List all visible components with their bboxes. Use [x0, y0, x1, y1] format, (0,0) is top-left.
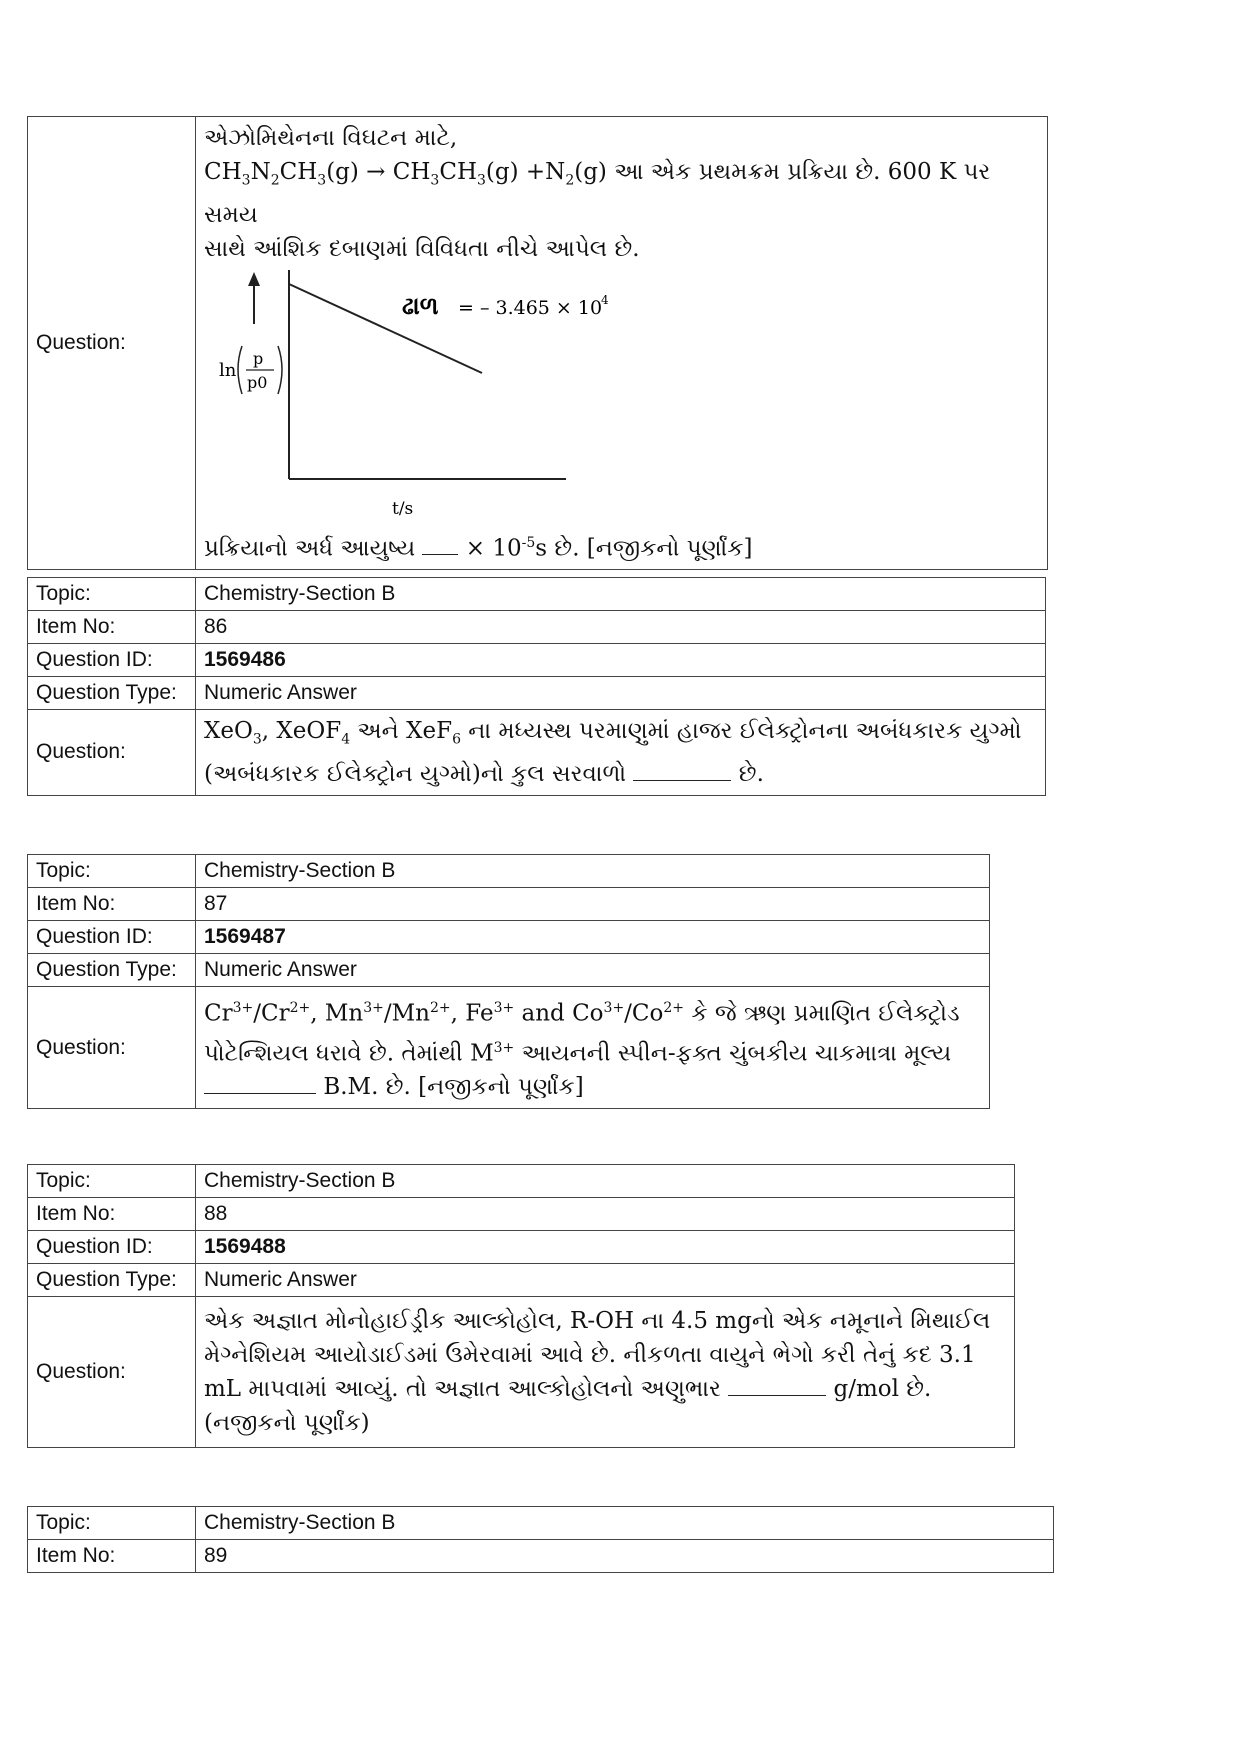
right-paren [278, 346, 282, 394]
question-88-table [27, 1164, 1015, 1448]
question-86-table [27, 577, 1046, 796]
question-87-table [27, 854, 990, 1109]
topic-row: Topic: Chemistry-Section B [28, 1507, 1054, 1540]
item-value: 89 [196, 1540, 1054, 1573]
qtype-value: Numeric Answer [196, 954, 990, 987]
answer-blank [422, 536, 458, 555]
answer-blank [204, 1075, 316, 1094]
slope-value: = – 3.465 × 10 [458, 296, 603, 319]
topic-value: Chemistry-Section B [196, 855, 990, 888]
ln-p-vs-time-graph [204, 266, 1039, 526]
slope-exponent: 4 [601, 292, 609, 307]
qid-value: 1569487 [196, 921, 990, 954]
question-content: $Cr^{3+}/Cr^{2+}$, $Mn^{3+}/Mn^{2+}$, $Fe^{3+}$ and $Co^{3+}/Co^{2+}$ કે જે ઋણ પ્રમાણિત ઈલેક્ટ્રોડ પોટેન્શિયલ ધરાવે છે. તેમાંથી $M^{3+}$ આયનની સ્પીન-ફક્ત ચુંબકીય ચાકમાત્રા મૂલ્ય B.M. છે. [નજીકનો પૂર્ણાંક] [196, 987, 990, 1109]
item-value: 87 [196, 888, 990, 921]
ylabel-numerator: p [253, 348, 264, 368]
question-row: Question: XeO$_3$, XeOF$_4$ અને XeF$_6$ ના મધ્યસ્થ પરમાણુમાં હાજર ઈલેક્ટ્રોનના અબંધકારક યુગ્મો (અબંધકારક ઈલેક્ટ્રોન યુગ્મો)નો કુલ સરવાળો છે. [28, 710, 1046, 796]
question-content: એક અજ્ઞાત મોનોહાઈડ્રીક આલ્કોહોલ, R-OH ના 4.5 mgનો એક નમૂનાને મિથાઈલ મેગ્નેશિયમ આયોડાઈડમાં ઉમેરવામાં આવે છે. નીકળતા વાયુને ભેગો કરી તેનું કદ 3.1 mL માપવામાં આવ્યું. તો અજ્ઞાત આલ્કોહોલનો અણુભાર g/mol છે. (નજીકનો પૂર્ણાંક) [196, 1297, 1015, 1448]
topic-row: Topic: Chemistry-Section B [28, 578, 1046, 611]
graph-svg [204, 266, 624, 526]
item-value: 88 [196, 1198, 1015, 1231]
answer-line: પ્રક્રિયાનો અર્ધ આયુષ્ય × $10^{-5}s$ છે. [નજીકનો પૂર્ણાંક] [204, 534, 753, 562]
topic-row: Topic: Chemistry-Section B [28, 1165, 1015, 1198]
answer-blank [633, 762, 731, 781]
qtype-row: Question Type: Numeric Answer [28, 677, 1046, 710]
qid-value: 1569488 [196, 1231, 1015, 1264]
item-row: Item No: 88 [28, 1198, 1015, 1231]
qtype-row: Question Type: Numeric Answer [28, 1264, 1015, 1297]
question-line-3: સાથે આંશિક દબાણમાં વિવિધતા નીચે આપેલ છે. [204, 235, 640, 262]
left-paren [238, 346, 242, 394]
question-label: Question: [28, 117, 196, 570]
ylabel-denominator: p0 [247, 372, 268, 392]
xlabel: t/s [392, 498, 414, 519]
data-line [289, 284, 482, 373]
qtype-value: Numeric Answer [196, 1264, 1015, 1297]
ylabel-ln: ln [219, 359, 237, 381]
item-row: Item No: 86 [28, 611, 1046, 644]
question-content: XeO$_3$, XeOF$_4$ અને XeF$_6$ ના મધ્યસ્થ પરમાણુમાં હાજર ઈલેક્ટ્રોનના અબંધકારક યુગ્મો (અબંધકારક ઈલેક્ટ્રોન યુગ્મો)નો કુલ સરવાળો છે. [196, 710, 1046, 796]
up-arrow-icon [248, 272, 260, 286]
qtype-row: Question Type: Numeric Answer [28, 954, 990, 987]
qtype-value: Numeric Answer [196, 677, 1046, 710]
slope-word: ઢાળ [402, 291, 439, 320]
qid-value: 1569486 [196, 644, 1046, 677]
question-89-table [27, 1506, 1054, 1573]
question-row: Question: એક અજ્ઞાત મોનોહાઈડ્રીક આલ્કોહોલ, R-OH ના 4.5 mgનો એક નમૂનાને મિથાઈલ મેગ્નેશિયમ આયોડાઈડમાં ઉમેરવામાં આવે છે. નીકળતા વાયુને ભેગો કરી તેનું કદ 3.1 mL માપવામાં આવ્યું. તો અજ્ઞાત આલ્કોહોલનો અણુભાર g/mol છે. (નજીકનો પૂર્ણાંક) [28, 1297, 1015, 1448]
topic-value: Chemistry-Section B [196, 578, 1046, 611]
answer-blank [728, 1377, 826, 1396]
topic-value: Chemistry-Section B [196, 1165, 1015, 1198]
question-85-table [27, 116, 1048, 570]
topic-value: Chemistry-Section B [196, 1507, 1054, 1540]
item-row: Item No: 89 [28, 1540, 1054, 1573]
reaction-equation: $CH_3N_2CH_3(g) \to CH_3CH_3(g) +N_2(g)$ આ એક પ્રથમક્રમ પ્રક્રિયા છે. 600 K પર સમય [204, 159, 991, 228]
topic-row: Topic: Chemistry-Section B [28, 855, 990, 888]
qid-row: Question ID: 1569486 [28, 644, 1046, 677]
question-row: Question: $Cr^{3+}/Cr^{2+}$, $Mn^{3+}/Mn^{2+}$, $Fe^{3+}$ and $Co^{3+}/Co^{2+}$ કે જે ઋણ પ્રમાણિત ઈલેક્ટ્રોડ પોટેન્શિયલ ધરાવે છે. તેમાંથી $M^{3+}$ આયનની સ્પીન-ફક્ત ચુંબકીય ચાકમાત્રા મૂલ્ય B.M. છે. [નજીકનો પૂર્ણાંક] [28, 987, 990, 1109]
item-value: 86 [196, 611, 1046, 644]
item-row: Item No: 87 [28, 888, 990, 921]
question-line-1: એઝોમિથેનના વિઘટન માટે, [204, 125, 458, 151]
qid-row: Question ID: 1569488 [28, 1231, 1015, 1264]
qid-row: Question ID: 1569487 [28, 921, 990, 954]
question-content [196, 117, 1048, 570]
